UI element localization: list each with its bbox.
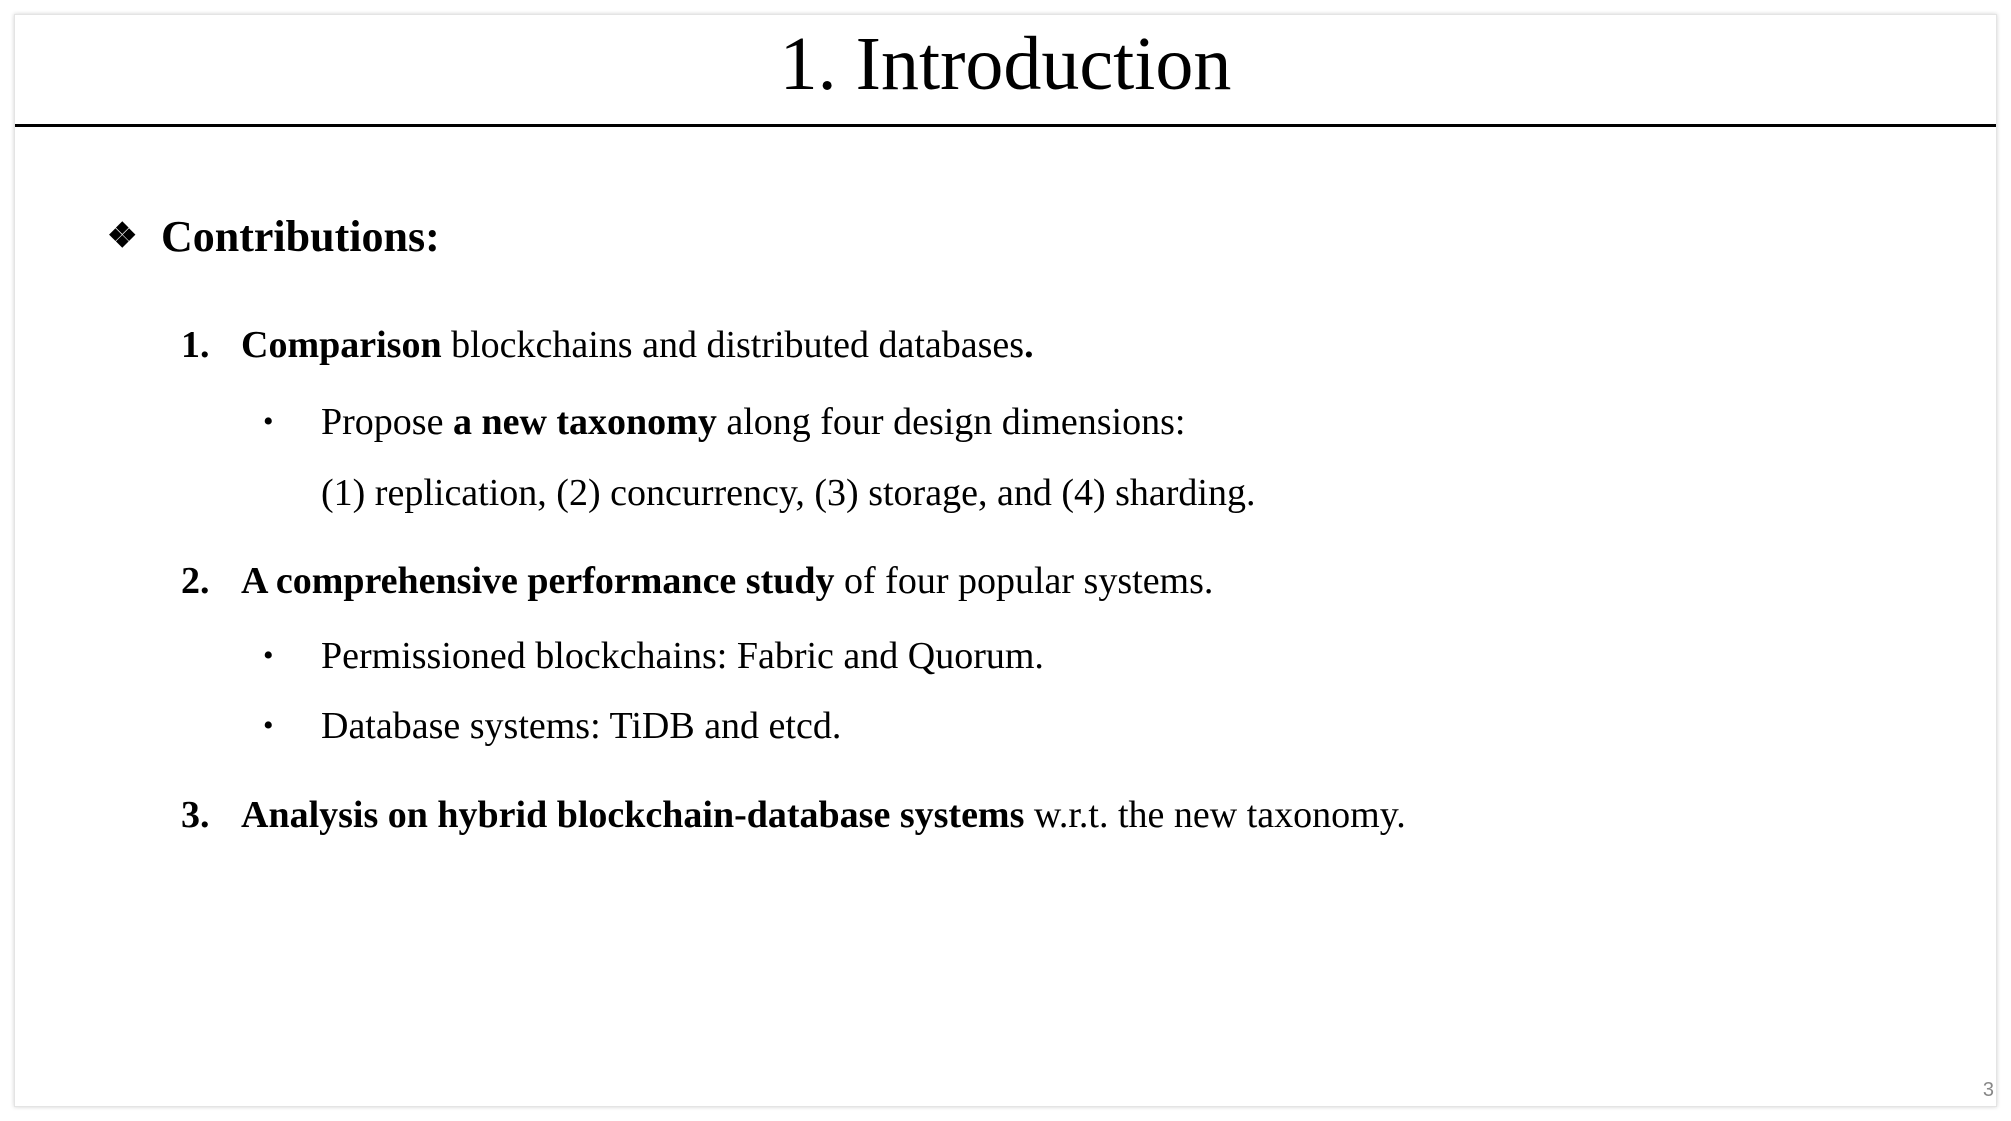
- slide-title: 1. Introduction: [779, 22, 1232, 106]
- contributions-heading: [107, 211, 440, 263]
- slide: [14, 14, 1997, 1107]
- item-text: w.r.t. the new taxonomy.: [1024, 794, 1406, 836]
- diamond-bullet-icon: ❖: [107, 218, 138, 255]
- item-text: of four popular systems.: [834, 560, 1214, 602]
- item-bold-text: Comparison: [241, 324, 442, 366]
- bullet-dot-icon: •: [263, 405, 274, 438]
- item-number: 3.: [181, 794, 210, 836]
- item-text: blockchains and distributed databases: [441, 324, 1025, 366]
- page-number: 3: [1982, 1079, 1994, 1101]
- sub-item-bold-text: a new taxonomy: [452, 401, 717, 443]
- item-number: 1.: [181, 324, 210, 366]
- contributions-heading-text: Contributions:: [161, 212, 440, 261]
- title-divider: [15, 124, 1996, 127]
- contribution-item-1: [181, 322, 1034, 368]
- item-end-text: .: [1024, 324, 1034, 366]
- contribution-item-2: [181, 558, 1213, 604]
- contribution-item-3: [181, 792, 1406, 838]
- sub-item-continuation: (1) replication, (2) concurrency, (3) storage, and (4) sharding.: [321, 472, 1256, 514]
- sub-item-databases: [263, 703, 841, 749]
- sub-item-pre-text: Propose: [321, 401, 453, 443]
- sub-item-text: Permissioned blockchains: Fabric and Quorum.: [321, 635, 1044, 677]
- item-number: 2.: [181, 560, 210, 602]
- item-bold-text: A comprehensive performance study: [241, 560, 835, 602]
- sub-item-taxonomy: [263, 399, 1185, 445]
- item-bold-text: Analysis on hybrid blockchain-database systems: [241, 794, 1025, 836]
- bullet-dot-icon: •: [263, 709, 274, 742]
- sub-item-text: along four design dimensions:: [716, 401, 1186, 443]
- bullet-dot-icon: •: [263, 639, 274, 672]
- sub-item-text: Database systems: TiDB and etcd.: [321, 705, 842, 747]
- sub-item-blockchains: [263, 633, 1044, 679]
